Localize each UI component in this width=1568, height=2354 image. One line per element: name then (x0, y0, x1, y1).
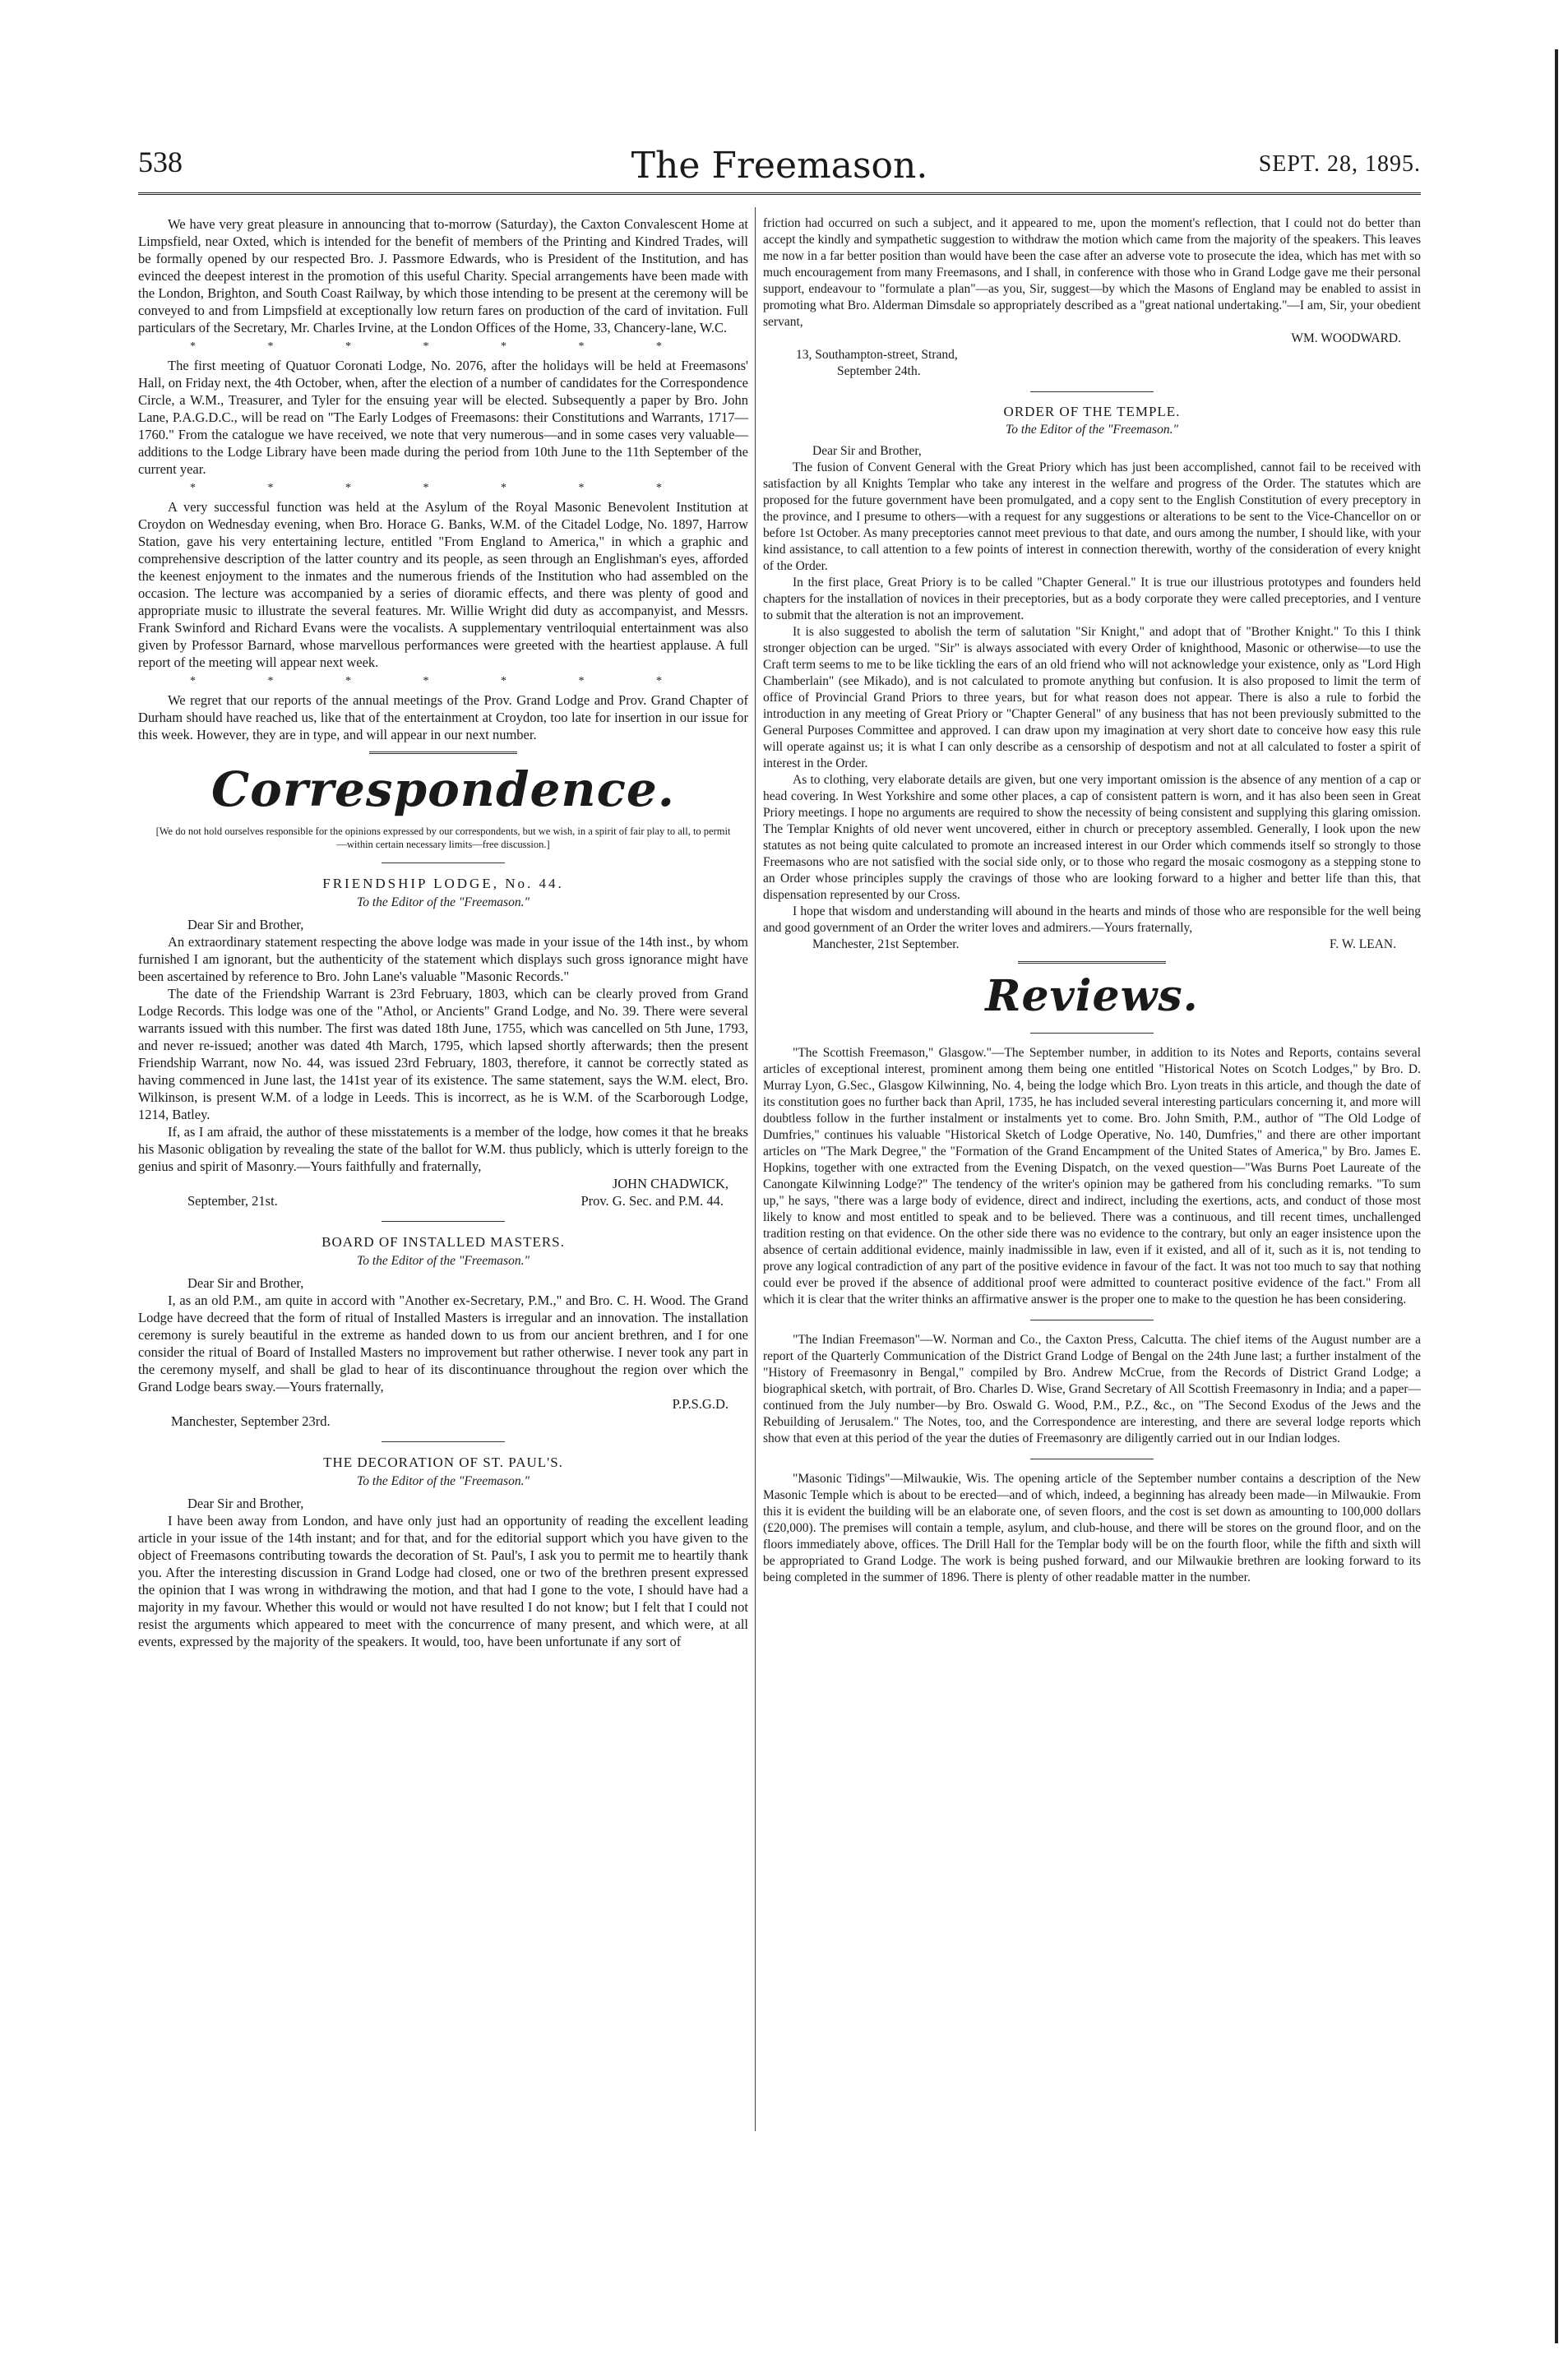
correspondence-heading: Correspondence. (211, 761, 675, 817)
letter-date: September, 21st. (187, 1193, 278, 1209)
letter-signature: JOHN CHADWICK, (612, 1176, 728, 1191)
left-column (138, 215, 748, 1650)
letter-title: FRIENDSHIP LODGE, No. 44. (322, 876, 564, 891)
letter-signature: P.P.S.G.D. (672, 1396, 728, 1412)
letter-addressee: To the Editor of the "Freemason." (1006, 423, 1178, 437)
masthead: The Freemason. (631, 145, 928, 187)
page-number: 538 (138, 146, 183, 178)
right-column (763, 215, 1421, 1586)
letter-paragraph: If, as I am afraid, the author of these misstatements is a member of the lodge, how comes it that he breaks his Masonic obligation by revealing the state of the ballot for W.M. thus publicly, which is utterly foreign to the genius and spirit of Masonry.—Yours faithfully and fraternally, (138, 1124, 748, 1174)
letter-date: Manchester, 21st September. (812, 937, 960, 951)
letter-signature: F. W. LEAN. (1329, 937, 1396, 951)
header-rule (138, 192, 1421, 195)
letter-paragraph: I hope that wisdom and understanding will abound in the hearts and minds of those who are responsible for the well being and good government of an Order the writer loves and admirers.—Yours fraternally, (763, 904, 1421, 935)
letter-signoff (763, 937, 1421, 953)
letter-signoff (138, 1192, 748, 1209)
divider-rule (369, 752, 517, 754)
letter-addressee: To the Editor of the "Freemason." (357, 1474, 530, 1488)
letter-title: ORDER OF THE TEMPLE. (1003, 404, 1181, 419)
letter-date: Manchester, September 23rd. (171, 1413, 331, 1429)
section-stars: * * * * * * * (190, 340, 696, 353)
review-paragraph: "The Indian Freemason"—W. Norman and Co., the Caxton Press, Calcutta. The chief items of the August number are a report of the Quarterly Communication of the District Grand Lodge of Bengal on the 24th June last; a further instalment of the "History of Freemasonry in Bengal," compiled by Bro. Andrew McCrue, from the Records of District Grand Lodge; a biographical sketch, with portrait, of Bro. Charles D. Wise, Grand Secretary of All Scottish Freemasonry in India; and a paper—continued from the July number—by Bro. Oswald G. Wood, P.M., P.Z., &c., on "The Second Exodus of the Jews and the Rebuilding of Jerusalem." The Notes, too, and the Correspondence are interesting, and there are several lodge reports which show that even at this period of the year the duties of Freemasonry are diligently carried out in our Indian lodges. (763, 1333, 1421, 1445)
letter-title: THE DECORATION OF ST. PAUL'S. (323, 1454, 563, 1470)
divider-rule (382, 1441, 505, 1442)
letter-address: 13, Southampton-street, Strand, (796, 348, 958, 362)
letter-paragraph: friction had occurred on such a subject, and it appeared to me, upon the moment's reflection, that I could not do better than accept the kindly and sympathetic suggestion to withdraw the motion which came from the majority of the speakers. This leaves me now in a far better position than would have been the case after an adverse vote to prosecute the idea, which has met with so much encouragement from many Freemasons, and I shall, in conference with those who in Grand Lodge gave me their personal support, endeavour to "formulate a plan"—as you, Sir, suggest—by which the Masons of England may be enabled to assist in promoting what Bro. Alderman Dimsdale so appropriately described as a "great national undertaking."—I am, Sir, your obedient servant, (763, 216, 1421, 329)
letter-paragraph: The fusion of Convent General with the Great Priory which has just been accomplished, cannot fail to be received with satisfaction by all Knights Templar who take any interest in the welfare and progress of the Order. The statutes which are proposed for the future government have been promulgated, and a copy sent to the English Constitution of every preceptory in the province, and I presume to others—with a request for any suggestions or alterations to be sent to the Vice-Chancellor on or before 1st October. As many preceptories cannot meet previous to that date, and ours among the number, I should like, with your kind assistance, to call attention to a few points of interest in connection therewith, worthy of the consideration of every knight of the Order. (763, 460, 1421, 573)
article-paragraph: The first meeting of Quatuor Coronati Lodge, No. 2076, after the holidays will be held at Freemasons' Hall, on Friday next, the 4th October, when, after the election of a number of candidates for the Correspondence Circle, a W.M., Treasurer, and Tyler for the ensuing year will be elected. Subsequently a paper by Bro. John Lane, P.A.G.D.C., will be read on "The Early Lodges of Freemasons: their Constitutions and Warrants, 1717—1760." From the catalogue we have received, we note that very numerous—and in some cases very valuable—additions to the Lodge Library have been made during the period from 10th June to the 11th September of the current year. (138, 358, 748, 477)
letter-addressee: To the Editor of the "Freemason." (357, 895, 530, 909)
letter-salutation: Dear Sir and Brother, (187, 1496, 304, 1511)
letter-paragraph: The date of the Friendship Warrant is 23rd February, 1803, which can be clearly proved from Grand Lodge Records. This lodge was one of the "Athol, or Ancients" Grand Lodge, and No. 39. There were several warrants issued with this number. The first was dated 18th June, 1755, which was cancelled on 5th June, 1793, and never re-issued; another was dated 4th March, 1795, which lapsed shortly afterwards; then the present Friendship Warrant, now No. 44, was issued 23rd February, 1803, therefore, it cannot be correctly stated as having commenced in June last, the 141st year of its existence. The same statement, says the W.M. elect, Bro. Wilkinson, is present W.M. of a lodge in Leeds. This is incorrect, as he is W.M. of the Scarborough Lodge, 1214, Batley. (138, 986, 748, 1122)
letter-salutation: Dear Sir and Brother, (187, 917, 304, 932)
letter-paragraph: In the first place, Great Priory is to be called "Chapter General." It is true our illustrious prototypes and founders held chapters for the installation of novices in their preceptories, but as a body corporate they were called preceptories, and I venture to submit that the alteration is not an improvement. (763, 576, 1421, 622)
review-paragraph: "The Scottish Freemason," Glasgow."—The September number, in addition to its Notes and Reports, contains several articles of exceptional interest, prominent among them being one entitled "Historical Notes on Scotch Lodges," by Bro. D. Murray Lyon, G.Sec., Glasgow Kilwinning, No. 4, being the lodge which Bro. Lyon treats in this article, and though the date of its constitution goes no further back than April, 1735, he has included several interesting particulars concerning it, and more will doubtless follow in the further instalment or instalments yet to come. Bro. John Smith, P.M., author of "The Old Lodge of Dumfries," continues his valuable "Historical Sketch of Lodge Operative, No. 140, Dumfries," and there are other important articles on "The Mark Degree," the "Formation of the Grand Encampment of the United States of America," by Bro. James E. Hopkins, together with one extracted from the Evening Dispatch, on the vexed question—"Was Burns Poet Laureate of the Canongate Kilwinning Lodge?" The tendency of the writer's opinion may be gathered from his concluding remarks. "To sum up," he says, "there was a large body of evidence, direct and indirect, including the exertions, acts, and conduct of those most likely to know and most entitled to speak and to be believed. There was a continuous, and till recent times, unchallenged tradition resting on that evidence. On the other side there was no evidence to the contrary, but only an eager insistence upon the absence of certain additional evidence, mainly inadmissible in law, even if it existed, and all of it, such as it is, not tending to prove any logical contradiction of any part of the positive evidence in favour of the fact. It was not too much to say that nothing could ever be proved if the absence of additional proof were admitted to counteract positive evidence of the fact." From all which it is clear that the writer thinks an affirmative answer is the proper one to make to the question he has been considering. (763, 1046, 1421, 1306)
letter-paragraph: An extraordinary statement respecting the above lodge was made in your issue of the 14th inst., by whom furnished I am ignorant, but the authenticity of the statement which displays such gross ignorance might have been ascertained by reference to Bro. John Lane's valuable "Masonic Records." (138, 934, 748, 984)
letter-addressee: To the Editor of the "Freemason." (357, 1254, 530, 1268)
letter-paragraph: I, as an old P.M., am quite in accord with "Another ex-Secretary, P.M.," and Bro. C. H. Wood. The Grand Lodge have decreed that the form of ritual of Installed Masters is irregular and an innovation. The installation ceremony is surely beautiful in the extreme as handed down to us from our ancient brethren, and I for one consider the ritual of Board of Installed Masters no improvement but rather otherwise. I never took any part in the ceremony myself, and shall be glad to hear of its discontinuance throughout the region over which the Grand Lodge bears sway.—Yours fraternally, (138, 1293, 748, 1394)
divider-rule (1018, 961, 1166, 964)
divider-rule (1030, 1033, 1154, 1034)
scan-edge (1555, 49, 1558, 2343)
section-stars: * * * * * * * (190, 675, 696, 687)
letter-signer-title: Prov. G. Sec. and P.M. 44. (580, 1193, 724, 1209)
letter-paragraph: I have been away from London, and have only just had an opportunity of reading the excellent leading article in your issue of the 14th instant; and for that, and for the editorial support which you have given to the object of Freemasons contributing towards the decoration of St. Paul's, I ask you to permit me to heartily thank you. After the interesting discussion in Grand Lodge had closed, one or two of the brethren present expressed the opinion that I was wrong in withdrawing the motion, and that had I gone to the vote, I should have had a majority in my favour. Whether this would or would not have resulted I do not know; but I felt that I could not resist the arguments which appeared to meet with the concurrence of many present, and which were, at all events, expressed by the majority of the speakers. It would, too, have been unfortunate if any sort of (138, 1513, 748, 1649)
article-paragraph: We have very great pleasure in announcing that to-morrow (Saturday), the Caxton Convalescent Home at Limpsfield, near Oxted, which is intended for the benefit of members of the Printing and Kindred Trades, will be formally opened by our respected Bro. J. Passmore Edwards, who is President of the Institution, and has evinced the deepest interest in the promotion of this useful Charity. Special arrangements have been made with the London, Brighton, and South Coast Railway, by which those intending to be present at the ceremony will be conveyed to and from Limpsfield at exceptionally low return fares on production of the card of invitation. Full particulars of the Secretary, Mr. Charles Irvine, at the London Offices of the Home, 33, Chancery-lane, W.C. (138, 216, 748, 335)
letter-paragraph: It is also suggested to abolish the term of salutation "Sir Knight," and adopt that of "Brother Knight." To this I think stronger objection can be urged. "Sir" is always associated with every Order of knighthood, Masonic or otherwise—to use the Craft term seems to me to be like tickling the ears of an old friend who will not acknowledge your existence, only as "Lord High Chamberlain" (see Mikado), and is not calculated to promote anything but confusion. It is also proposed to limit the term of office of Provincial Grand Priors to three years, but for what reason does not appear. There is also a rule to forbid the introduction in any meeting of Great Priory or "Chapter General" of any business that has not been previously submitted to the General Purposes Committee and approved. I can draw upon my imagination at very short date to conceive how easy this rule will operate against us; it is what I can only describe as a censorship of despotism and not at all calculated to foster a spirit of interest in the Order. (763, 625, 1421, 770)
letter-signature: WM. WOODWARD. (1291, 331, 1401, 345)
letter-paragraph: As to clothing, very elaborate details are given, but one very important omission is the absence of any mention of a cap or head covering. In West Yorkshire and some other places, a cap of consistent pattern is worn, and it has also been seen in Great Priory meetings. I hope no arguments are required to show the necessity of being consistent and supplying this glaring omission. The Templar Knights of old never went uncovered, either in church or preceptory assembled. Generally, I look upon the new statutes as not being quite calculated to promote an increased interest in our Order which commends itself so strongly to those Freemasons who are not satisfied with the social side only, or to those who regard the mosaic cosmogony as a stepping stone to an Order whose principles supply the cravings of those who are looking forward to a higher and better life than this, that dispensation represented by our Cross. (763, 773, 1421, 902)
review-paragraph: "Masonic Tidings"—Milwaukie, Wis. The opening article of the September number contains a description of the New Masonic Temple which is about to be erected—and of which, indeed, a beginning has already been made—in Milwaukie. From this it is evident the building will be an elaborate one, of seven floors, and the cost is set down as amounting to 100,000 dollars (£20,000). The premises will contain a temple, asylum, and club-house, and there will be stores on the ground floor, and on the floors immediately above, offices. The Drill Hall for the Templar body will be on the fourth floor, while the fifth and sixth will be appropriated to Grand Lodge. The work is being pushed forward, and our Milwaukie brethren are looking forward to its being completed in the summer of 1896. There is plenty of other readable matter in the number. (763, 1472, 1421, 1584)
letter-salutation: Dear Sir and Brother, (812, 444, 922, 458)
letter-date: September 24th. (837, 364, 921, 378)
letter-title: BOARD OF INSTALLED MASTERS. (321, 1234, 565, 1250)
correspondence-disclaimer: [We do not hold ourselves responsible for the opinions expressed by our correspondents, but we wish, in a spirit of fair play to all, to permit—within certain necessary limits—free discussion.] (155, 826, 731, 850)
letter-salutation: Dear Sir and Brother, (187, 1275, 304, 1291)
divider-rule (382, 1221, 505, 1222)
issue-date: SEPT. 28, 1895. (1258, 151, 1421, 177)
section-stars: * * * * * * * (190, 482, 696, 494)
article-paragraph: A very successful function was held at the Asylum of the Royal Masonic Benevolent Institution at Croydon on Wednesday evening, when Bro. Horace G. Banks, W.M. of the Citadel Lodge, No. 1897, Harrow Station, gave his very entertaining lecture, entitled "From England to America," in which a graphic and comprehensive description of the latter country and its people, as seen through an Englishman's eyes, afforded the keenest enjoyment to the inmates and the numerous friends of the Institution who had assembled on the occasion. The lecture was accompanied by a series of dioramic effects, and there was plenty of good and appropriate music to illustrate the several features. Mr. Willie Wright did duty as accompanyist, and Messrs. Frank Swinford and Richard Evans were the vocalists. A supplementary ventriloquial entertainment was also given by Professor Barnard, whose marvellous performances were greeted with the heartiest applause. A full report of the meeting will appear next week. (138, 499, 748, 670)
divider-rule (1030, 391, 1154, 392)
reviews-heading: Reviews. (985, 971, 1199, 1021)
article-paragraph: We regret that our reports of the annual meetings of the Prov. Grand Lodge and Prov. Grand Chapter of Durham should have reached us, like that of the entertainment at Croydon, too late for insertion in our issue for this week. However, they are in type, and will appear in our next number. (138, 692, 748, 742)
column-divider (755, 207, 756, 2131)
